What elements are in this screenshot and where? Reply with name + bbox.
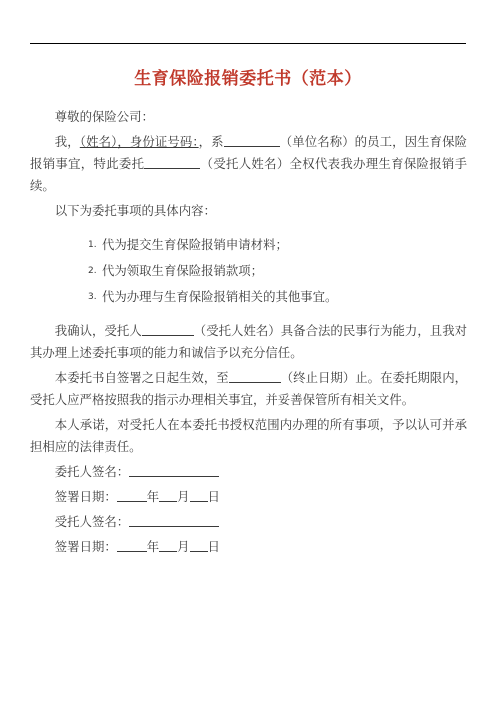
list-item-number: 1. — [88, 240, 97, 250]
validity-paragraph — [30, 367, 467, 411]
day-label-2: 日 — [207, 539, 220, 554]
day-label: 日 — [207, 489, 220, 504]
validity-text-1: 本委托书自签署之日起生效，至 — [54, 370, 229, 385]
commitment-text: 本人承诺，对受托人在本委托书授权范围内办理的所有事项，予以认可并承担相应的法律责任。 — [30, 417, 467, 454]
list-item — [30, 284, 467, 310]
day-line-2 — [190, 538, 208, 552]
year-line-2 — [117, 538, 147, 552]
list-item-text: 代为领取生育保险报销款项； — [102, 263, 264, 278]
intro-text-1: 我， — [54, 134, 80, 149]
list-item — [30, 258, 467, 284]
principal-signature-row — [30, 461, 467, 483]
list-item-text: 代为提交生育保险报销申请材料； — [102, 237, 288, 252]
end-date-line — [229, 369, 281, 383]
year-line — [117, 488, 147, 502]
document-body — [30, 106, 467, 561]
principal-signature-line — [129, 463, 219, 477]
agent-name-line — [144, 155, 200, 169]
day-line — [190, 488, 208, 502]
agent-signature-line — [129, 513, 219, 527]
commitment-paragraph — [30, 414, 467, 458]
list-item-number: 3. — [88, 292, 97, 302]
salutation — [30, 106, 467, 128]
salutation-text: 尊敬的保险公司： — [54, 109, 154, 124]
intro-text-3: ，系 — [198, 134, 224, 149]
year-label: 年 — [146, 489, 160, 504]
document-title: 生育保险报销委托书（范本） — [134, 69, 362, 89]
intro-text-5: （受托人姓名）全权代表我办理生育保险报销手续。 — [30, 156, 468, 193]
principal-date-row — [30, 486, 467, 508]
list-item-text: 代为办理与生育保险报销相关的其他事宜。 — [102, 289, 338, 304]
agent-date-row — [30, 536, 467, 558]
agent-name-line-2 — [142, 322, 194, 336]
principal-signature-label: 委托人签名： — [54, 464, 130, 479]
intro-text-2: ，身份证号码： — [117, 134, 199, 149]
items-intro-text: 以下为委托事项的具体内容： — [54, 203, 216, 218]
intro-text-4: （单位名称）的员工，因生育保险报销事宜，特此委托 — [30, 134, 468, 171]
list-item — [30, 232, 467, 258]
intro-paragraph — [30, 131, 467, 197]
month-label: 月 — [177, 489, 190, 504]
month-line-2 — [159, 538, 177, 552]
header-rule — [30, 43, 466, 44]
principal-date-label: 签署日期： — [54, 489, 117, 504]
name-blank: （姓名） — [79, 134, 118, 149]
validity-text-2: （终止日期）止。在委托期限内，受托人应严格按照我的指示办理相关事宜，并妥善保管所有相关文件。 — [30, 370, 468, 407]
agent-signature-row — [30, 511, 467, 533]
items-intro — [30, 200, 467, 222]
unit-name-line — [224, 133, 280, 147]
year-label-2: 年 — [146, 539, 160, 554]
month-line — [159, 488, 177, 502]
month-label-2: 月 — [177, 539, 190, 554]
confirm-text-1: 我确认，受托人 — [54, 323, 142, 338]
delegation-list — [30, 232, 467, 310]
agent-signature-label: 受托人签名： — [54, 514, 130, 529]
confirm-paragraph — [30, 320, 467, 364]
confirm-text-2: （受托人姓名）具备合法的民事行为能力，且我对其办理上述委托事项的能力和诚信予以充分信任。 — [30, 323, 468, 360]
agent-date-label: 签署日期： — [54, 539, 117, 554]
list-item-number: 2. — [88, 266, 97, 276]
